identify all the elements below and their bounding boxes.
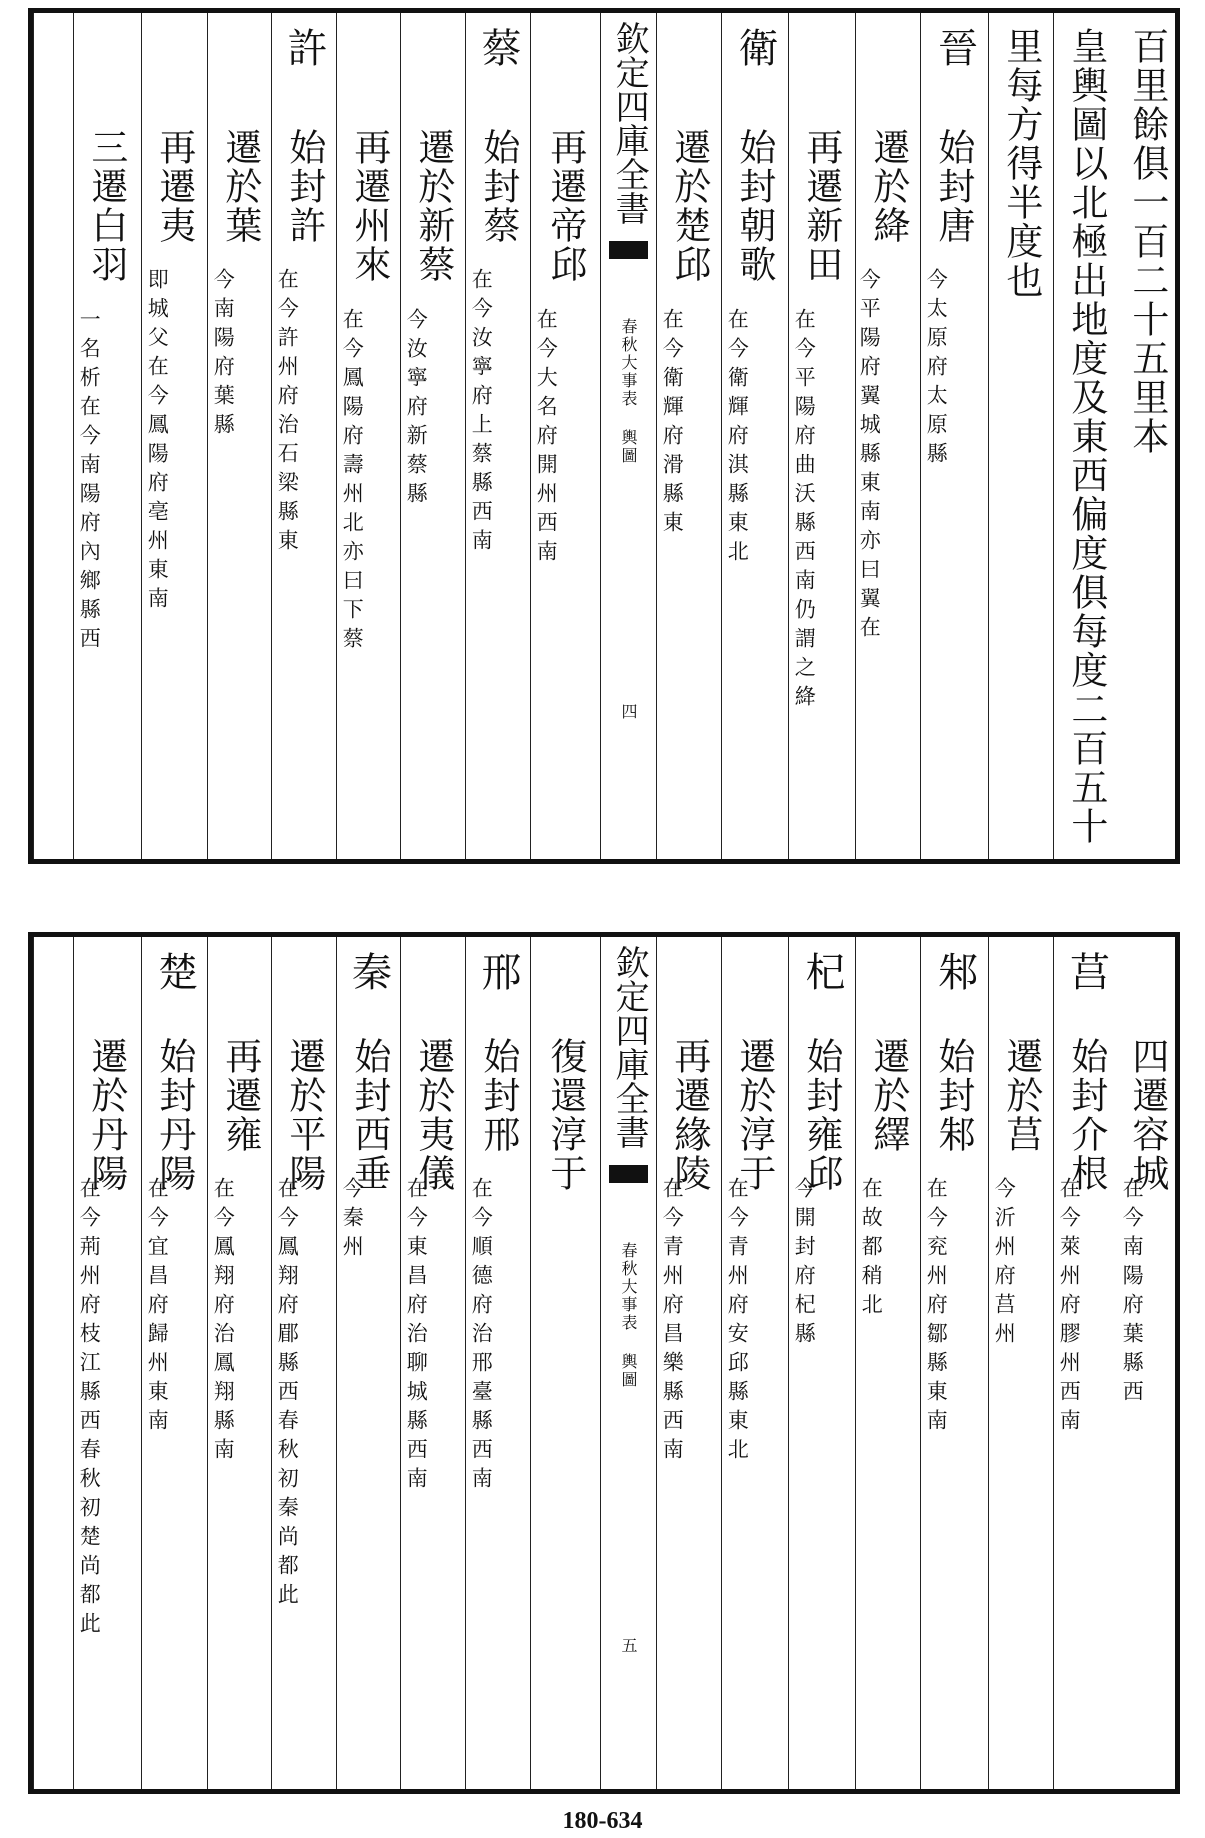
column	[141, 13, 207, 859]
annotation: 在故都稍北	[859, 1177, 884, 1322]
fish-tail-mark	[609, 241, 648, 281]
main-text: 里每方得半度也	[999, 27, 1043, 300]
annotation: 在今宜昌府歸州東南	[145, 1177, 170, 1438]
main-text: 始封雍邱	[799, 1037, 843, 1193]
annotation: 一名析在今南陽府內鄉縣西	[77, 308, 102, 656]
annotation: 今沂州府莒州	[992, 1177, 1017, 1351]
main-text: 始封蔡	[476, 128, 520, 245]
main-text: 始封介根	[1064, 1037, 1108, 1193]
column	[400, 937, 465, 1789]
column	[1119, 13, 1175, 859]
column	[1119, 937, 1175, 1789]
title-band	[600, 13, 656, 859]
main-text: 三遷白羽	[84, 128, 128, 284]
main-text: 遷於夷儀	[411, 1037, 455, 1193]
annotation: 在今青州府昌樂縣西南	[660, 1177, 685, 1467]
annotation: 在今順德府治邢臺縣西南	[469, 1177, 494, 1496]
main-text: 遷於莒	[999, 1037, 1043, 1154]
state-heading: 晉	[931, 27, 978, 73]
empty-column	[33, 937, 73, 1789]
column	[656, 937, 721, 1789]
column	[336, 13, 400, 859]
annotation: 在今許州府治石梁縣東	[275, 268, 300, 558]
main-text: 始封許	[282, 128, 326, 245]
main-text: 遷於繹	[866, 1037, 910, 1154]
column	[271, 937, 336, 1789]
empty-column	[33, 13, 73, 859]
state-heading: 莒	[1063, 951, 1110, 997]
annotation: 在今大名府開州西南	[534, 308, 559, 569]
annotation: 在今東昌府治聊城縣西南	[404, 1177, 429, 1496]
state-heading: 杞	[799, 951, 845, 997]
annotation: 在今鳳翔府郿縣西春秋初秦尚都此	[275, 1177, 300, 1612]
main-text: 遷於葉	[218, 128, 262, 245]
column	[207, 13, 271, 859]
state-heading: 蔡	[475, 27, 521, 73]
column	[336, 937, 400, 1789]
main-text: 始封邾	[931, 1037, 975, 1154]
column	[1053, 937, 1119, 1789]
top-page-panel	[28, 8, 1180, 864]
column	[656, 13, 721, 859]
column	[855, 13, 920, 859]
column	[855, 937, 920, 1789]
annotation: 在今汝寧府上蔡縣西南	[469, 268, 494, 558]
column	[73, 937, 141, 1789]
column	[721, 937, 788, 1789]
page-number: 五	[619, 1637, 638, 1653]
main-text: 遷於平陽	[282, 1037, 326, 1193]
column	[788, 13, 855, 859]
main-text: 遷於絳	[866, 128, 910, 245]
main-text: 復還淳于	[543, 1037, 587, 1193]
annotation: 今平陽府翼城縣東南亦曰翼在	[857, 268, 882, 645]
column	[988, 13, 1053, 859]
main-text: 再遷州來	[347, 128, 391, 284]
column	[207, 937, 271, 1789]
page-number: 四	[619, 703, 638, 719]
main-text: 皇輿圖以北極出地度及東西偏度俱每度二百五十	[1064, 27, 1108, 846]
main-text: 始封西垂	[347, 1037, 391, 1193]
annotation: 今開封府杞縣	[792, 1177, 817, 1351]
main-text: 始封邢	[476, 1037, 520, 1154]
annotation: 在今鳳翔府治鳳翔縣南	[211, 1177, 236, 1467]
column	[271, 13, 336, 859]
annotation: 在今平陽府曲沃縣西南仍謂之絳	[792, 308, 817, 714]
annotation: 今汝寧府新蔡縣	[404, 308, 429, 511]
column	[465, 937, 530, 1789]
column	[920, 13, 988, 859]
column	[530, 13, 600, 859]
main-text: 始封丹陽	[152, 1037, 196, 1193]
book-title: 欽定四庫全書	[609, 945, 650, 1149]
fish-tail-mark	[609, 1165, 648, 1205]
main-text: 遷於新蔡	[411, 128, 455, 284]
annotation: 在今萊州府膠州西南	[1057, 1177, 1082, 1438]
column	[530, 937, 600, 1789]
annotation: 今太原府太原縣	[924, 268, 949, 471]
column	[141, 937, 207, 1789]
column	[465, 13, 530, 859]
book-title: 欽定四庫全書	[609, 21, 650, 225]
title-band	[600, 937, 656, 1789]
annotation: 在今荊州府枝江縣西春秋初楚尚都此	[77, 1177, 102, 1641]
bottom-page-panel	[28, 932, 1180, 1794]
main-text: 再遷雍	[218, 1037, 262, 1154]
column	[788, 937, 855, 1789]
annotation: 在今鳳陽府壽州北亦曰下蔡	[340, 308, 365, 656]
state-heading: 秦	[345, 951, 392, 997]
main-text: 百里餘俱一百二十五里本	[1125, 27, 1169, 456]
state-heading: 邾	[931, 951, 978, 997]
main-text: 四遷容城	[1125, 1037, 1169, 1193]
section-title: 春秋大事表 輿圖	[619, 318, 638, 465]
state-heading: 邢	[475, 951, 521, 997]
annotation: 今秦州	[340, 1177, 365, 1264]
page-footer-number: 180-634	[562, 1808, 643, 1834]
annotation: 今南陽府葉縣	[211, 268, 236, 442]
annotation: 在今衛輝府滑縣東	[660, 308, 685, 540]
annotation: 在今衛輝府淇縣東北	[725, 308, 750, 569]
annotation: 在今南陽府葉縣西	[1120, 1177, 1145, 1409]
section-title: 春秋大事表 輿圖	[619, 1242, 638, 1389]
column	[400, 13, 465, 859]
main-text: 再遷帝邱	[543, 128, 587, 284]
column	[988, 937, 1053, 1789]
main-text: 遷於淳于	[732, 1037, 776, 1193]
main-text: 再遷緣陵	[667, 1037, 711, 1193]
main-text: 再遷新田	[799, 128, 843, 284]
column	[721, 13, 788, 859]
main-text: 遷於楚邱	[667, 128, 711, 284]
state-heading: 衛	[732, 27, 778, 73]
main-text: 再遷夷	[152, 128, 196, 245]
annotation: 即城父在今鳳陽府亳州東南	[145, 268, 170, 616]
main-text: 始封朝歌	[732, 128, 776, 284]
column	[920, 937, 988, 1789]
state-heading: 楚	[151, 951, 198, 997]
state-heading: 許	[281, 27, 327, 73]
column	[1053, 13, 1119, 859]
annotation: 在今青州府安邱縣東北	[725, 1177, 750, 1467]
column	[73, 13, 141, 859]
main-text: 始封唐	[931, 128, 975, 245]
annotation: 在今兖州府鄒縣東南	[924, 1177, 949, 1438]
main-text: 遷於丹陽	[84, 1037, 128, 1193]
